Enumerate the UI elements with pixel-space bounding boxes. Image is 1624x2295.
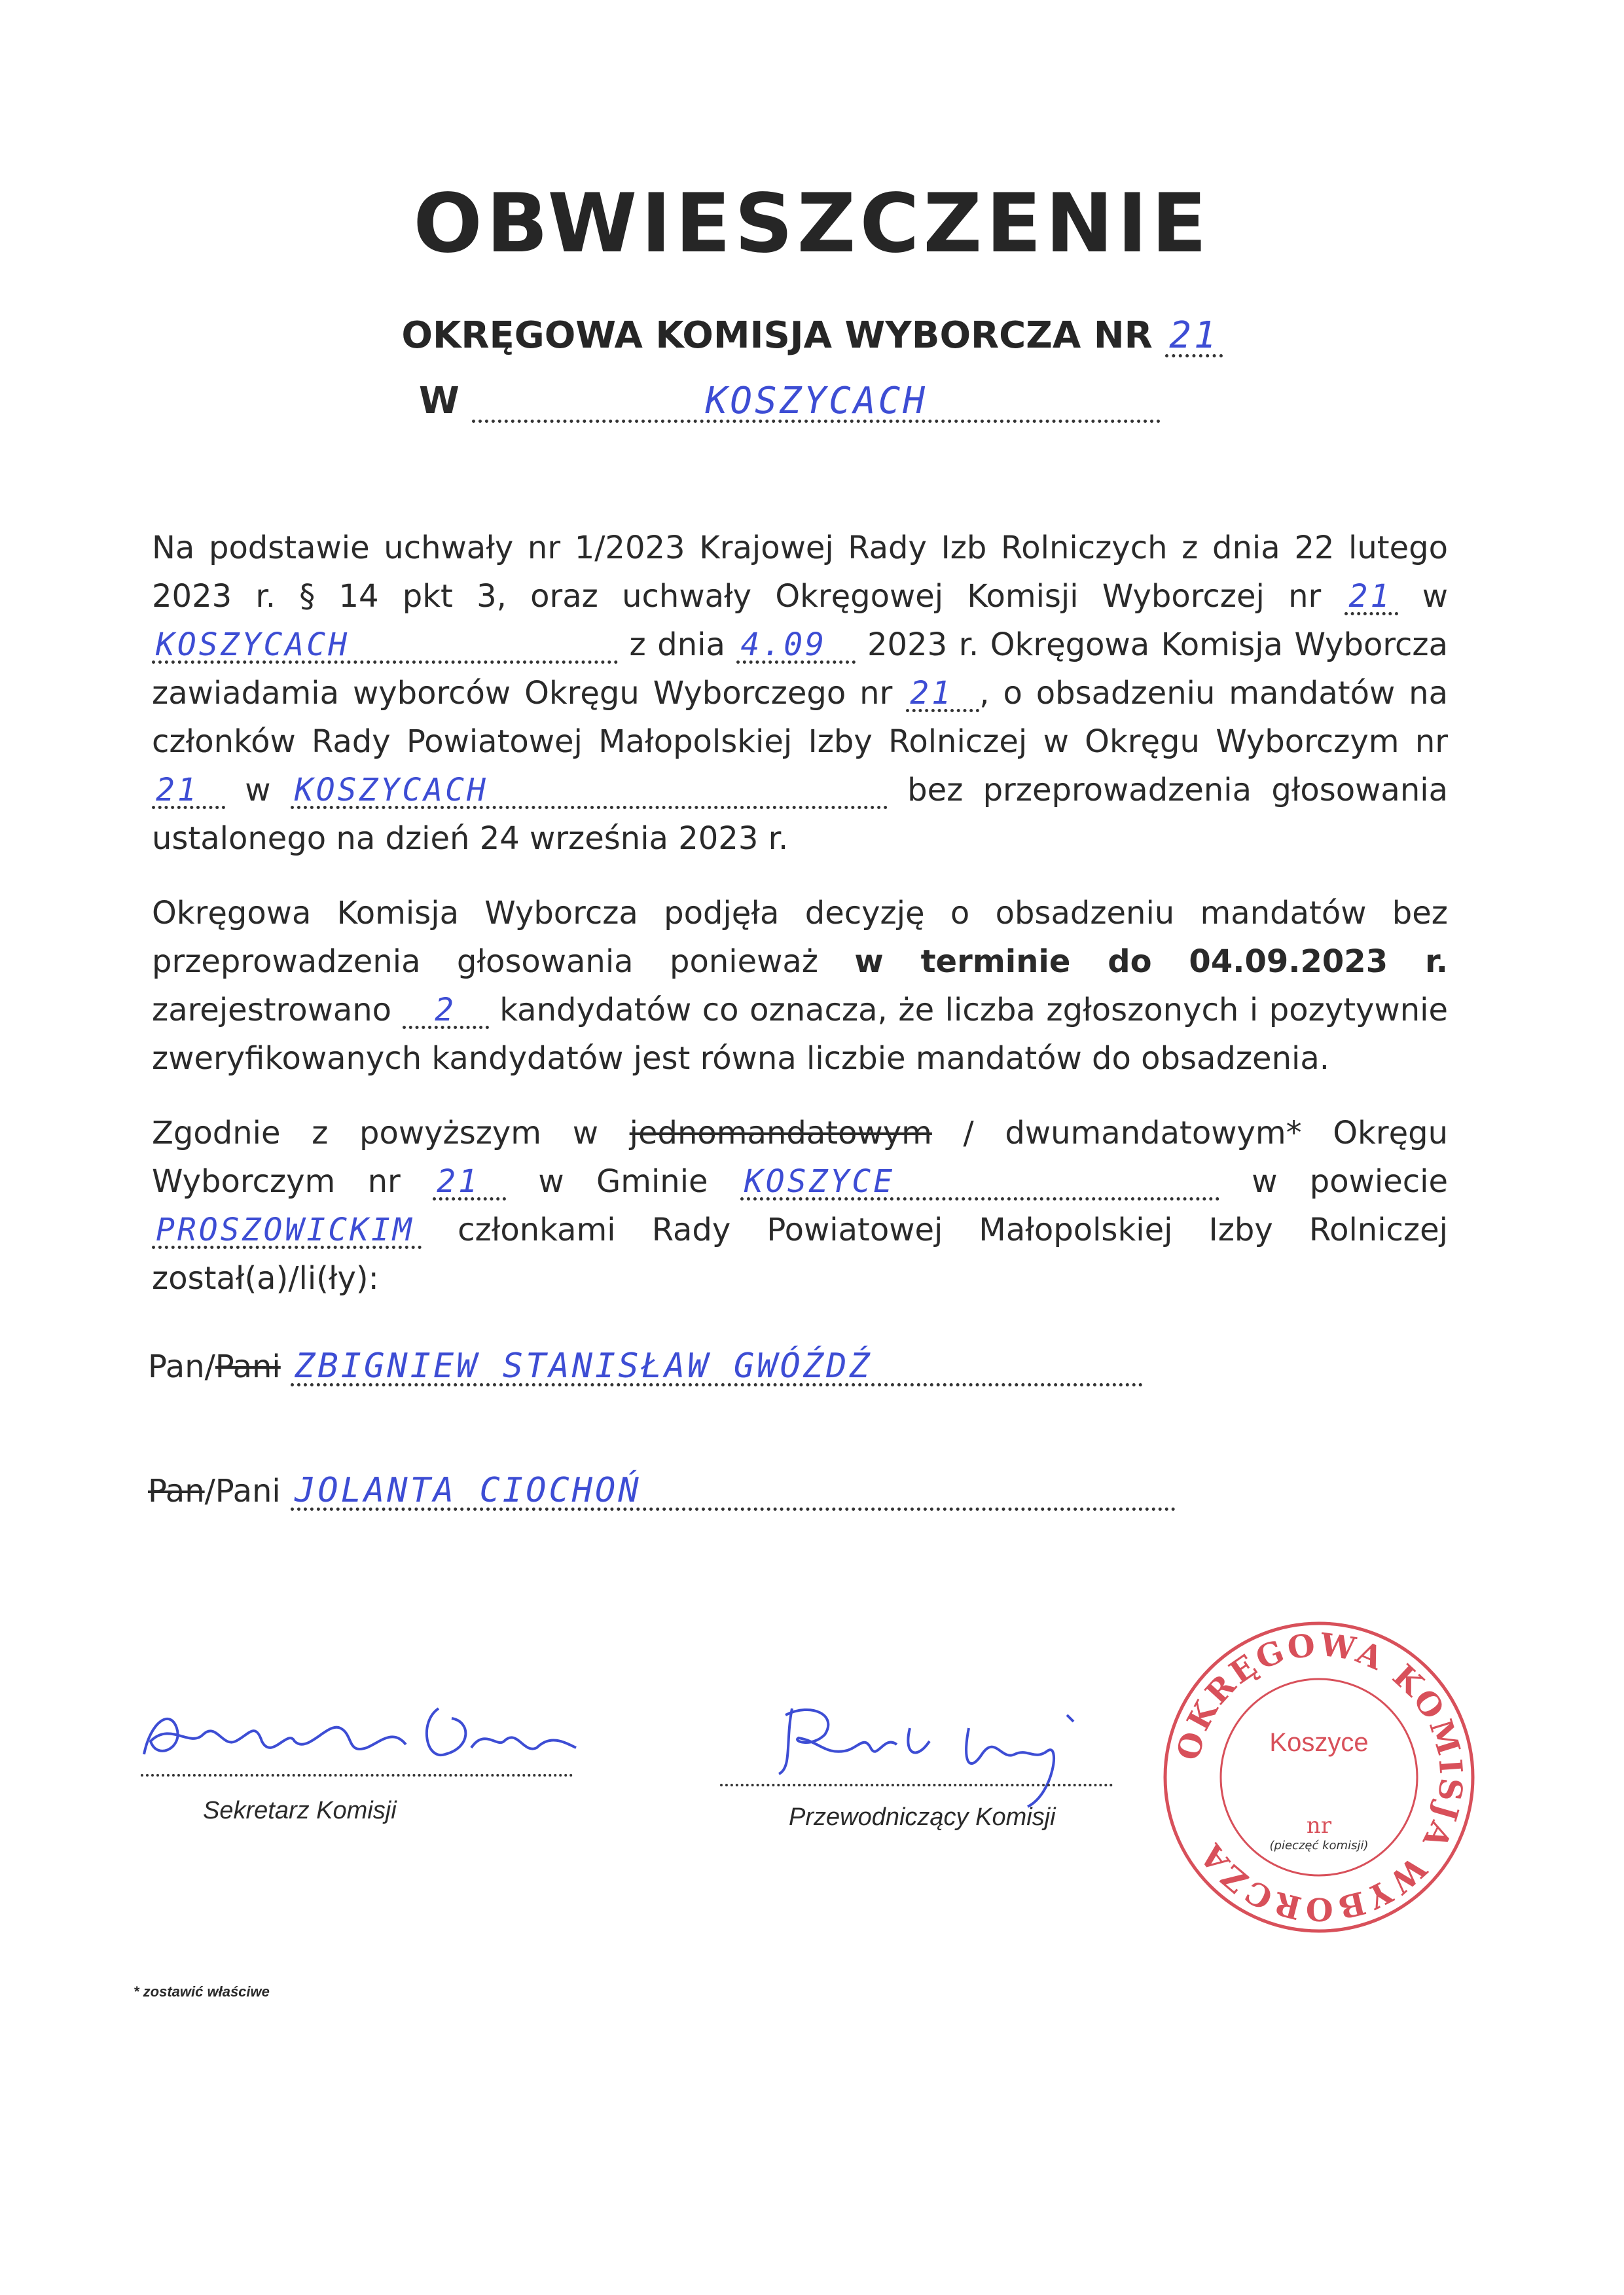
person-1-prefix: Pan bbox=[148, 1348, 205, 1385]
p1-text-g: bez przeprowadzenia głosowania ustalonego na dzień 24 września 2023 r. bbox=[152, 772, 1449, 857]
person-2-separator: / bbox=[204, 1473, 215, 1509]
p1-text-e: , o obsadzeniu mandatów na członków Rady Powiatowej Małopolskiej Izby Rolniczej w Okręgu Wyborczym nr bbox=[152, 675, 1448, 760]
p2-text-b: zarejestrowano bbox=[152, 992, 392, 1028]
commission-stamp bbox=[1159, 1617, 1479, 1938]
p2-candidate-count: 2 bbox=[403, 994, 489, 1029]
commission-number: 21 bbox=[1165, 317, 1222, 357]
commission-heading-text: OKRĘGOWA KOMISJA WYBORCZA NR bbox=[401, 314, 1153, 357]
person-2-struck-prefix: Pan bbox=[148, 1473, 205, 1509]
p2-text-c: kandydatów co oznacza, że liczba zgłoszonych i pozytywnie zweryfikowanych kandydatów jest równa liczbie mandatów do obsadzenia. bbox=[152, 992, 1448, 1077]
p3-gmina: KOSZYCE bbox=[740, 1166, 1219, 1201]
p1-place: KOSZYCACH bbox=[152, 629, 618, 664]
p1-text-b: w bbox=[1422, 578, 1448, 615]
person-1-name: ZBIGNIEW STANISŁAW GWÓŹDŹ bbox=[291, 1349, 1143, 1386]
secretary-signature bbox=[131, 1682, 602, 1787]
footnote: * zostawić właściwe bbox=[134, 1983, 270, 2000]
commission-place bbox=[419, 380, 1204, 423]
p1-date: 4.09 bbox=[736, 629, 856, 664]
stamp-center-text: Koszyce bbox=[1269, 1728, 1369, 1757]
p1-commission-nr: 21 bbox=[1344, 581, 1398, 615]
p3-struck-option: jednomandatowym bbox=[629, 1115, 932, 1151]
person-2-name: JOLANTA CIOCHOŃ bbox=[291, 1473, 1176, 1511]
p3-district-nr: 21 bbox=[433, 1166, 506, 1201]
p3-text-c: w Gminie bbox=[538, 1163, 708, 1200]
secretary-label: Sekretarz Komisji bbox=[203, 1797, 397, 1824]
p1-text-f: w bbox=[245, 772, 271, 808]
p3-text-b: / dwumandatowym* Okręgu Wyborczym nr bbox=[152, 1115, 1449, 1200]
place-prefix: W bbox=[419, 380, 460, 422]
p3-text-e: członkami Rady Powiatowej Małopolskiej Izby Rolniczej został(a)/li(ły): bbox=[152, 1212, 1448, 1297]
elected-person-1 bbox=[148, 1348, 1143, 1386]
p1-district-nr-2: 21 bbox=[152, 774, 225, 809]
stamp-caption: (pieczęć komisji) bbox=[1269, 1839, 1369, 1852]
stamp-ring-text: OKRĘGOWA KOMISJA WYBORCZA bbox=[1170, 1626, 1470, 1928]
p1-place-2: KOSZYCACH bbox=[291, 774, 888, 809]
secretary-signature-line bbox=[141, 1774, 573, 1777]
paragraph-3 bbox=[152, 1109, 1448, 1303]
stamp-nr-label: nr bbox=[1306, 1813, 1332, 1839]
svg-text:OKRĘGOWA KOMISJA WYBORCZA bbox=[1170, 1626, 1469, 1927]
place-value: KOSZYCACH bbox=[472, 383, 1161, 423]
person-2-prefix: Pani bbox=[215, 1473, 281, 1509]
p3-text-a: Zgodnie z powyższym w bbox=[152, 1115, 598, 1151]
p3-text-d: w powiecie bbox=[1252, 1163, 1449, 1200]
paragraph-1 bbox=[152, 524, 1448, 863]
commission-heading bbox=[0, 314, 1624, 357]
chair-signature-line bbox=[720, 1784, 1113, 1786]
p1-district-nr: 21 bbox=[906, 678, 979, 712]
notice-body bbox=[152, 524, 1448, 1329]
chair-label: Przewodniczący Komisji bbox=[789, 1803, 1056, 1831]
p1-text-c: z dnia bbox=[629, 626, 725, 663]
p1-text-a: Na podstawie uchwały nr 1/2023 Krajowej Rady Izb Rolniczych z dnia 22 lutego 2023 r. § 14 pkt 3, oraz uchwały Okręgowej Komisji Wyborczej nr bbox=[152, 530, 1448, 615]
chair-signature bbox=[753, 1689, 1119, 1813]
p1-text-d: 2023 r. Okręgowa Komisja Wyborcza zawiadamia wyborców Okręgu Wyborczego nr bbox=[152, 626, 1449, 712]
p2-deadline: w terminie do 04.09.2023 r. bbox=[854, 943, 1448, 980]
paragraph-2 bbox=[152, 889, 1448, 1083]
p3-powiat: PROSZOWICKIM bbox=[152, 1214, 422, 1249]
p2-text-a: Okręgowa Komisja Wyborcza podjęła decyzję o obsadzeniu mandatów bez przeprowadzenia głosowania ponieważ bbox=[152, 895, 1448, 980]
document-title: OBWIESZCZENIE bbox=[413, 177, 1211, 271]
elected-person-2 bbox=[148, 1473, 1176, 1511]
person-1-separator: / bbox=[204, 1348, 215, 1385]
person-1-struck-prefix: Pani bbox=[215, 1348, 281, 1385]
